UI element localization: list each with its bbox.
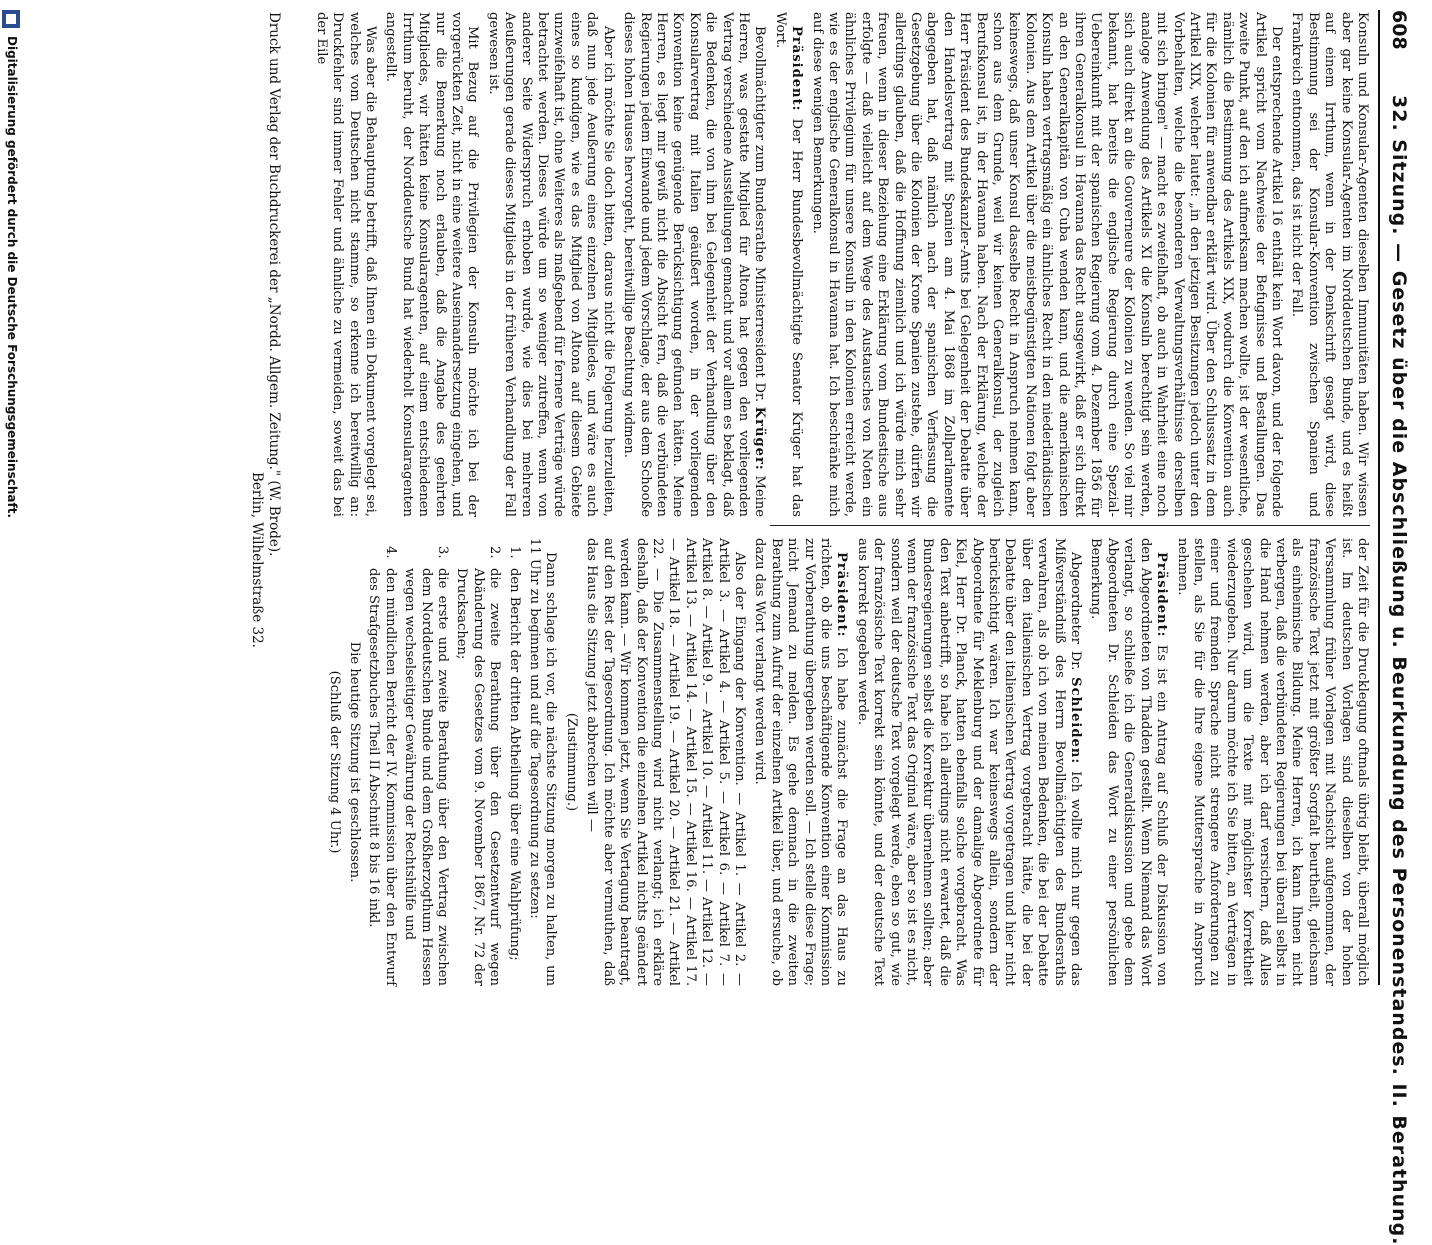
agenda-number: 2. [487, 546, 503, 559]
digitization-text: Digitalisierung gefördert durch die Deutsche Forschungsgemeinschaft. [5, 36, 19, 519]
agenda-number: 4. [382, 546, 398, 559]
agenda-item [453, 538, 502, 986]
paragraph: Konsuln und Konsular-Agenten dieselben Immunitäten haben. Wir wissen aber gar keine Konsular-Agenten im Norddeutschen Bunde, und es heißt auf einem Irrthum, wenn in der Denkschrift gesagt wird, diese Bestimmung sei der Konsular-Konvention zwischen Spanien und Frankreich entnommen, das ist nicht der Fall. [1289, 12, 1370, 517]
speech-text: Meine Herren, was gestatte Mitglied für Altona hat gegen den vorliegenden Vertrag verschiedene Ausstellungen gemacht und vor allem es beklagt, daß die Bedenken, die von ihm bei Gelegenheit der Verhandlung über den Konsularvertrag mit Italien geäußert worden, in der vorliegenden Konvention keine genügende Berücksichtigung gefunden hätten. Meine Herren, es liegt mir gewiß nicht die Absicht fern, daß die verbündeten Regierungen jedem Einwande und jedem Vorschlage, der aus dem Schooße dieses hohen Hauses hervorgeht, bereitwillige Beachtung widmen. [621, 12, 768, 517]
page-number: 608 [1388, 10, 1410, 50]
agenda-item [365, 538, 398, 986]
speech-text: Der Herr Bundesbevollmächtigte Senator Krüger hat das Wort. [772, 12, 805, 517]
agenda-list [365, 538, 522, 986]
paragraph: Also der Eingang der Konvention. — Artikel 1. — Artikel 2. — Artikel 3. — Artikel 4. — Artikel 5. — Artikel 6. — Artikel 7. — Artikel 8. — Artikel 9. — Artikel 10. — Artikel 11. — Artikel 12. — Artikel 13. — Artikel 14. — Artikel 15. — Artikel 16. — Artikel 17. — Artikel 18. — Artikel 19. — Artikel 20. — Artikel 21. — Artikel 22. — Die Zusammenstellung wird nicht verlangt; ich erkläre deshalb, daß der Konvention die einzelnen Artikel nichts geändert werden kann. — Wir kommen jetzt, wenn Sie Vertagung beantragt, auf den Rest der Tagesordnung. Ich möchte aber vermuthen, daß das Haus die Sitzung jetzt abbrechen will — [584, 538, 747, 986]
speaker-label: Präsident: [789, 26, 805, 112]
agenda-item [401, 538, 450, 986]
agenda-number: 1. [506, 546, 522, 559]
dfg-logo-icon [2, 10, 20, 28]
speech [853, 538, 1083, 986]
page-title: 32. Sitzung. — Gesetz über die Abschließung u. Beurkundung des Personenstandes. II. Berathung. [1388, 95, 1410, 1245]
agenda-intro: Dann schlage ich vor, die nächste Sitzung morgen zu halten, um 11 Uhr zu beginnen und auf die Tagesordnung zu setzen: [527, 538, 559, 986]
paragraph: der Zeit für die Drucklegung oftmals übrig bleibt, überall möglich ist. Im deutschen Vorlagen sind dieselben von der hohen Versammlung früher Vorlagen mit Nachsicht aufgenommen, der französische Text jetzt mit größter Sorgfalt beurtheilt, gleichsam als einheimische Bildung. Meine Herren, ich kann Ihnen nicht verbergen, daß die verbündeten Regierungen bei überall selbst in die Hand nehmen werden, aber ich darf versichern, daß Alles geschehen wird, um die Texte mit möglichster Korrektheit wiederzugeben. Nur darum möchte ich Sie bitten, an Verträgen in einer und fremden Sprache nicht strengere Anforderungen zu stellen, als Sie für die Ihre eigene Muttersprache in Anspruch nehmen. [1174, 538, 1370, 986]
agenda-text: die zweite Berathung über den Gesetzentwurf wegen Abänderung des Gesetzes vom 9. November 1867, Nr. 72 der Drucksachen; [454, 568, 503, 986]
agenda-text: die erste und zweite Berathung über den Vertrag zwischen dem Norddeutschen Bunde und dem Großherzogthum Hessen wegen wechselseitiger Gewährung der Rechtshülfe und [402, 568, 451, 986]
speech-text: Ich wollte mich nur gegen das Mißverständniß des Herrn Bevollmächtigten des Bundesraths verwahren, als ob ich von meinen Bedenken, die bei der Debatte über den italienischen Vertrag vorgebracht hätte, die bei der Debatte über den italienischen Vertrag vorgetragen und hier nicht berücksichtigt wären. Ich war keineswegs allein, sondern der Abgeordnete für Meklenburg und der damalige Abgeordnete für Kiel, Herr Dr. Planck, hatten ebenfalls solche vorgebracht. Was den Text anbetrifft, so habe ich allerdings nicht erwartet, daß die Bundesregierungen selbst die Korrektur übernehmen sollten; aber wenn der französische Text das Original wäre, aber so ist es nicht, sondern weil der deutsche Text vorgelegt werde, eben so gut, wie der französische Text korrekt sein könnte, und der deutsche Text aus korrekt gegeben werde. [854, 538, 1084, 986]
speaker-label: Präsident: [834, 552, 850, 638]
speaker-label: Krüger: [752, 406, 768, 471]
agenda-text: den Bericht der dritten Abtheilung über eine Wahlprüfung; [506, 568, 522, 961]
paragraph: Mit Bezug auf die Privilegien der Konsuln möchte ich bei der vorgerückten Zeit, nicht in eine weitere Auseinandersetzung eingehen, und nur die Bemerkung noch erlauben, daß die Angabe des geehrten Mitgliedes, wir hätten keine Konsularagenten, auf einem entschiedenen Irrthum beruht, der Norddeutsche Bund hat wiederholt Konsularagenten angestellt. [383, 12, 481, 517]
agenda-text: den mündlichen Bericht der IV. Kommission über den Entwurf des Strafgesetzbuches Theil II Abschnitt 8 bis 16 inkl. [366, 568, 398, 986]
closing-statement: Die heutige Sitzung ist geschlossen. [347, 641, 363, 883]
speech-text: Es ist ein Antrag auf Schluß der Diskussion von den Abgeordneten von Thadden gestellt. Wenn Niemand das Wort verlangt, so schließe ich die Generaldiskussion und gebe dem Abgeordneten Dr. Schleiden das Wort zu einer persönlichen Bemerkung. [1088, 538, 1170, 986]
paragraph: Aber ich möchte Sie doch bitten, daraus nicht die Folgerung herzuleiten, daß nun jede Aeußerung eines einzelnen Mitgliedes, und wäre es auch eines so kundigen, wie es das Mitglied von Altona auf diesem Gebiete unzweifelhaft ist, ohne Weiteres als maßgebend für fernere Verträge würde betrachtet werden. Dieses würde um so weniger zutreffen, wenn von anderer Seite Widerspruch erhoben wurde, wie dies bei mehreren Aeußerungen gerade dieses Mitglieds in der früheren Verhandlung der Fall gewesen ist. [485, 12, 616, 517]
imprint-address: Berlin, Wilhelmstraße 32. [249, 472, 265, 648]
agenda-item [505, 538, 521, 986]
column-divider [770, 525, 1370, 526]
imprint-line: Druck und Verlag der Buchdruckerei der „Nordd. Allgem. Zeitung." (W. Brode). [266, 12, 282, 557]
right-column [250, 538, 1370, 986]
speaker-label: Präsident: [1154, 552, 1170, 638]
paragraph: Der entsprechende Artikel 16 enthält kein Wort davon, und der folgende Artikel spricht vom Nachweise der Befugnisse und Bestallungen. Das zweite Punkt, auf den ich aufmerksam machen wollte, ist der wesentliche, nämlich die Bestimmung des Artikels XIX, wodurch die Konvention auch für die Kolonien für anwendbar erklärt wird. Über den Schlusssatz in dem Artikel XIX, welcher lautet: „in den jetzigen Besitzungen jedoch unter den Vorbehalten, welche die besonderen Verwaltungsverhältnisse derselben mit sich bringen" — macht es zweifelhaft, ob auch in Wahrheit eine noch analoge Anwendung des Artikels XI die Konsuln berechtigt sein werden, sich auch direkt an die Gouverneure der Kolonien zu wenden. So viel mir bekannt, hat bereits die englische Regierung durch eine Spezial-Uebereinkunft mit der spanischen Regierung vom 4. Dezember 1856 für ihren Generalkonsul in Havanna das Recht ausgewirkt, daß er sich direkt an den Generalkapitän von Cuba wenden kann, und die amerikanischen Konsuln haben vertragsmäßig ein ähnliches Recht in den niederländischen Kolonien. Aus dem Artikel über die meistbegünstigten Nationen folgt aber keineswegs, daß unser Konsul dasselbe Recht in Anspruch nehmen kann, schon aus dem Grunde, weil wir keinen Generalkonsul, der zugleich Berufskonsul ist, in der Havanna haben. Nach der Erklärung, welche der Herr Präsident des Bundeskanzler-Amts bei Gelegenheit der Debatte über den Handelsvertrag mit Spanien am 4. Mai 1868 im Zollparlamente abgegeben hat, daß nämlich nach der spanischen Verfassung die Gesetzgebung über die Kolonien der Krone Spanien zustehe, dürfen wir allerdings glauben, daß die Hoffnung ziemlich und ich würde mich sehr freuen, wenn in dieser Beziehung eine Erklärung vom Bundestische aus erfolgte — daß vielleicht auf dem Wege des Austausches von Noten ein ähnliches Privilegium für unsere Konsuln in den Kolonien erreicht werde, wie es der englische Generalkonsul in Havanna hat. Ich beschränke mich auf diese wenigen Bemerkungen. [809, 12, 1284, 517]
speaker-label: Schleiden: [1068, 677, 1084, 765]
speech-text: Ich habe zunächst die Frage an das Haus zu richten, ob die uns beschäftigende Konvention einer Kommission zur Vorberathung übergeben werden soll. — Ich stelle diese Frage; nicht Jemand zu melden. Es gehe demnach in die zweiten Berathung zum Aufruf der einzelnen Artikel über, und ersuche, ob dazu das Wort verlangt werden wird. [752, 538, 850, 986]
closing-time: (Schluß der Sitzung 4 Uhr.) [326, 670, 342, 854]
president-remark [1087, 538, 1169, 986]
speaker-intro: Bevollmächtigter zum Bundesrathe Ministerresident Dr. [752, 26, 768, 402]
imprint [248, 12, 282, 987]
president-remark [751, 538, 849, 986]
speech [620, 12, 768, 517]
digitization-credit [0, 0, 24, 1000]
applause-note: (Zustimmung.) [563, 712, 579, 812]
left-column [313, 12, 1370, 517]
paragraph: Was aber die Behauptung betrifft, daß Ihnen ein Dokument vorgelegt sei, welches vom Deutschen nicht stamme, so erkenne ich bereitwillig an: Druckfehler sind immer Fehler und ähnliche zu vermeiden, soweit das bei der Eile [313, 12, 379, 517]
speaker-intro: Abgeordneter Dr. [1068, 552, 1084, 671]
president-remark [771, 12, 804, 517]
agenda-number: 3. [435, 546, 451, 559]
page-header [1378, 10, 1414, 1245]
